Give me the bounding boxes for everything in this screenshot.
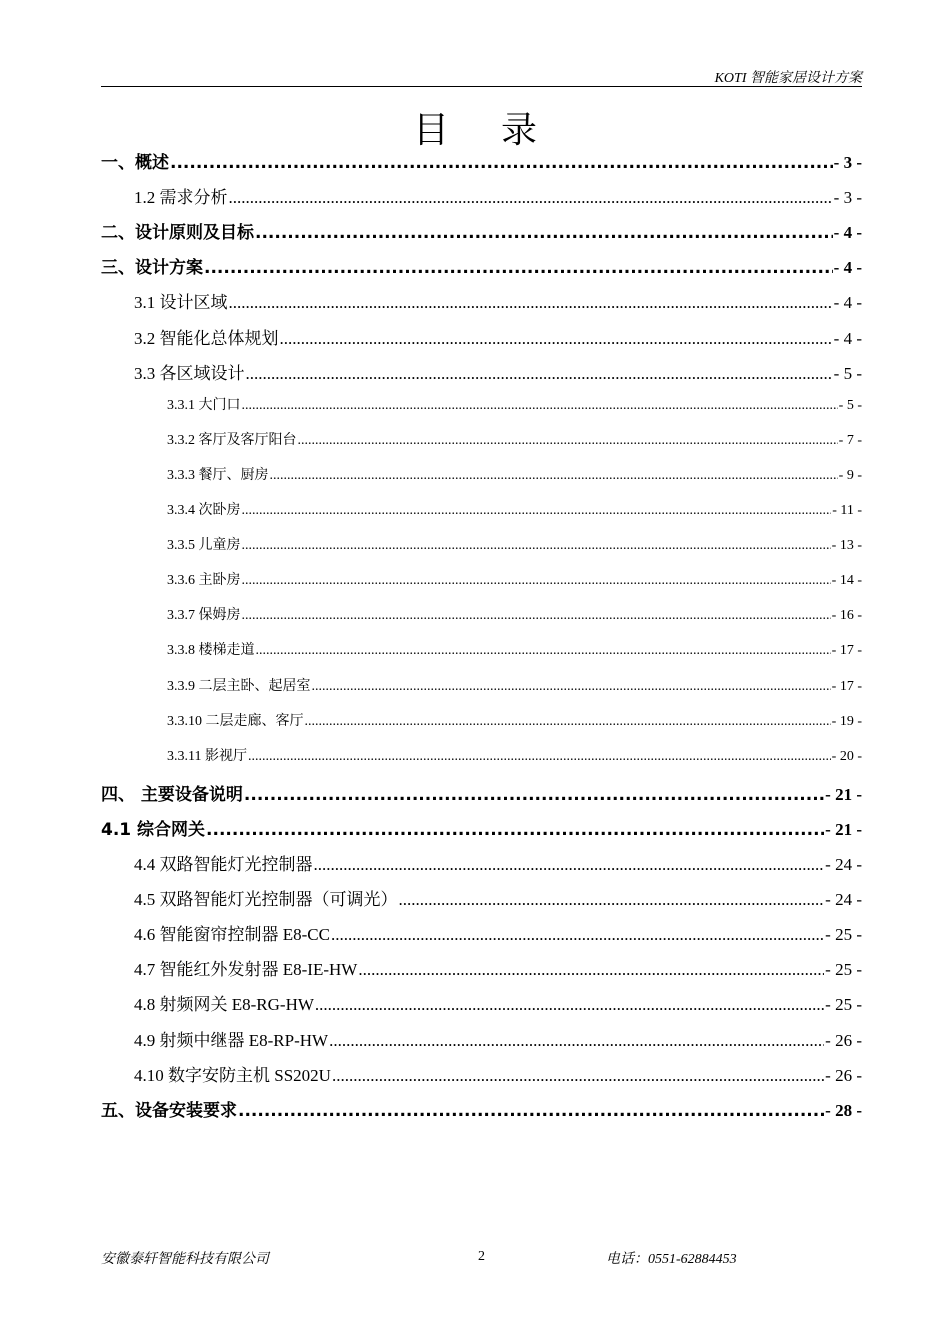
- toc-entry-label: 4.8 射频网关 E8-RG-HW: [134, 995, 314, 1015]
- toc-entry-page: - 7 -: [838, 432, 862, 448]
- footer-phone: 电话：0551-62884453: [606, 1252, 737, 1267]
- toc-entry-label: 3.3.6 主卧房: [167, 573, 241, 589]
- toc-entry-label: 3.3 各区域设计: [134, 363, 245, 383]
- toc-leader-dots: [242, 608, 831, 624]
- footer-page-number: 2: [478, 1249, 485, 1264]
- toc-entry-page: - 16 -: [831, 608, 862, 624]
- toc-entry-page: - 24 -: [825, 855, 862, 874]
- toc-entry-page: - 3 -: [833, 188, 862, 208]
- toc-entry[interactable]: [101, 604, 862, 624]
- toc-entry-label: 3.3.11 影视厅: [167, 748, 247, 764]
- toc-entry-label: 4.7 智能红外发射器 E8-IE-HW: [134, 960, 358, 980]
- toc-entry[interactable]: [101, 885, 862, 910]
- toc-leader-dots: [315, 995, 824, 1015]
- toc-entry-page: - 5 -: [833, 363, 862, 383]
- toc-entry-label: 3.3.4 次卧房: [167, 503, 241, 518]
- toc-leader-dots: [238, 1101, 824, 1121]
- toc-entry-page: - 5 -: [838, 397, 862, 413]
- toc-entry-label: 3.3.10 二层走廊、客厅: [167, 713, 304, 729]
- toc-entry[interactable]: [101, 745, 862, 765]
- toc-entry[interactable]: [101, 1026, 862, 1051]
- toc-entry-label: 4.1 综合网关: [101, 819, 206, 840]
- toc-leader-dots: [229, 188, 833, 208]
- toc-entry-page: - 14 -: [831, 573, 862, 589]
- toc-entry-label: 一、概述: [101, 153, 169, 173]
- toc-entry-label: 五、设备安装要求: [101, 1100, 237, 1121]
- toc-entry[interactable]: [101, 253, 862, 278]
- toc-entry[interactable]: [101, 324, 862, 349]
- toc-entry-page: - 4 -: [833, 258, 862, 278]
- toc-leader-dots: [399, 890, 825, 910]
- toc-leader-dots: [256, 643, 831, 659]
- toc-entry-label: 三、设计方案: [101, 258, 203, 279]
- toc-entry[interactable]: [101, 850, 862, 875]
- toc-entry-page: - 20 -: [831, 748, 862, 764]
- toc-entry-label: 4.6 智能窗帘控制器 E8-CC: [134, 925, 330, 945]
- toc-leader-dots: [206, 820, 824, 840]
- toc-entry-page: - 25 -: [825, 960, 862, 980]
- toc-title: 目录: [412, 110, 589, 151]
- toc-entry-label: 4.10 数字安防主机 SS202U: [134, 1065, 331, 1085]
- toc-entry[interactable]: [101, 780, 862, 805]
- toc-entry[interactable]: [101, 148, 862, 173]
- toc-entry[interactable]: [101, 815, 862, 840]
- toc-entry-page: - 26 -: [825, 1065, 862, 1085]
- toc-entry-label: 3.2 智能化总体规划: [134, 328, 279, 348]
- toc-entry-label: 3.3.8 楼梯走道: [167, 643, 255, 659]
- toc-entry-label: 二、设计原则及目标: [101, 223, 254, 244]
- toc-entry-page: - 21 -: [825, 784, 862, 804]
- footer-company: 安徽泰轩智能科技有限公司: [101, 1252, 269, 1267]
- toc-leader-dots: [242, 503, 832, 519]
- toc-entry-label: 3.3.1 大门口: [167, 397, 241, 413]
- toc-entry-page: - 13 -: [831, 538, 862, 554]
- toc-leader-dots: [329, 1031, 824, 1051]
- toc-entry[interactable]: [101, 464, 862, 484]
- toc-leader-dots: [255, 223, 833, 243]
- toc-entry-page: - 17 -: [831, 643, 862, 659]
- header-rule: [101, 86, 862, 87]
- toc-entry[interactable]: [101, 990, 862, 1015]
- toc-entry[interactable]: [101, 955, 862, 980]
- toc-leader-dots: [358, 960, 824, 980]
- toc-leader-dots: [244, 785, 824, 805]
- toc-entry[interactable]: [101, 920, 862, 945]
- toc-entry-page: - 3 -: [833, 153, 862, 172]
- toc-leader-dots: [170, 153, 833, 173]
- toc-entry[interactable]: [101, 288, 862, 313]
- toc-leader-dots: [270, 468, 838, 484]
- toc-leader-dots: [305, 714, 831, 730]
- toc-leader-dots: [248, 749, 831, 765]
- toc-entry-label: 4.5 双路智能灯光控制器（可调光）: [134, 890, 398, 910]
- toc-entry[interactable]: [101, 394, 862, 414]
- toc-leader-dots: [204, 258, 833, 278]
- toc-entry[interactable]: [101, 359, 862, 384]
- toc-entry-page: - 17 -: [831, 678, 862, 694]
- toc-entry-page: - 25 -: [825, 925, 862, 945]
- toc-leader-dots: [229, 293, 833, 313]
- toc-leader-dots: [242, 573, 831, 589]
- toc-entry-page: - 9 -: [838, 467, 862, 483]
- toc-entry[interactable]: [101, 499, 862, 519]
- toc-entry[interactable]: [101, 1061, 862, 1086]
- toc-entry[interactable]: [101, 675, 862, 695]
- toc-entry-page: - 4 -: [833, 223, 862, 243]
- toc-entry-page: - 28 -: [825, 1100, 862, 1120]
- toc-entry[interactable]: [101, 218, 862, 243]
- toc-entry-page: - 25 -: [825, 995, 862, 1015]
- toc-entry-label: 3.3.3 餐厅、厨房: [167, 467, 269, 483]
- toc-entry-page: - 4 -: [833, 328, 862, 348]
- toc-leader-dots: [312, 679, 831, 695]
- toc-entry-label: 3.3.9 二层主卧、起居室: [167, 678, 311, 694]
- toc-leader-dots: [242, 398, 838, 414]
- toc-entry-label: 3.3.7 保姆房: [167, 608, 241, 624]
- toc-entry[interactable]: [101, 183, 862, 208]
- toc-entry-label: 4.9 射频中继器 E8-RP-HW: [134, 1030, 329, 1050]
- toc-leader-dots: [246, 364, 833, 384]
- toc-entry-label: 3.1 设计区域: [134, 293, 228, 313]
- toc-entry[interactable]: [101, 429, 862, 449]
- toc-entry[interactable]: [101, 710, 862, 730]
- toc-entry-label: 3.3.2 客厅及客厅阳台: [167, 432, 297, 448]
- toc-entry-label: 3.3.5 儿童房: [167, 538, 241, 554]
- toc-leader-dots: [280, 329, 833, 349]
- toc-entry-label: 四、 主要设备说明: [101, 784, 243, 805]
- toc-leader-dots: [242, 538, 831, 554]
- toc-entry[interactable]: [101, 569, 862, 589]
- header-title: KOTI 智能家居设计方案: [714, 71, 862, 86]
- toc-leader-dots: [331, 925, 824, 945]
- toc-entry-label: 4.4 双路智能灯光控制器: [134, 855, 313, 874]
- toc-entry-page: - 21 -: [825, 819, 862, 839]
- toc-entry-page: - 11 -: [832, 503, 862, 518]
- toc-entry-page: - 4 -: [833, 293, 862, 313]
- toc-leader-dots: [314, 855, 825, 875]
- toc-entry[interactable]: [101, 639, 862, 659]
- toc-leader-dots: [298, 433, 838, 449]
- toc-entry-label: 1.2 需求分析: [134, 188, 228, 208]
- toc-entry-page: - 19 -: [831, 713, 862, 729]
- toc-entry[interactable]: [101, 1096, 862, 1121]
- toc-leader-dots: [332, 1066, 824, 1086]
- toc-entry-page: - 24 -: [825, 890, 862, 910]
- toc-entry[interactable]: [101, 534, 862, 554]
- toc-entry-page: - 26 -: [825, 1030, 862, 1050]
